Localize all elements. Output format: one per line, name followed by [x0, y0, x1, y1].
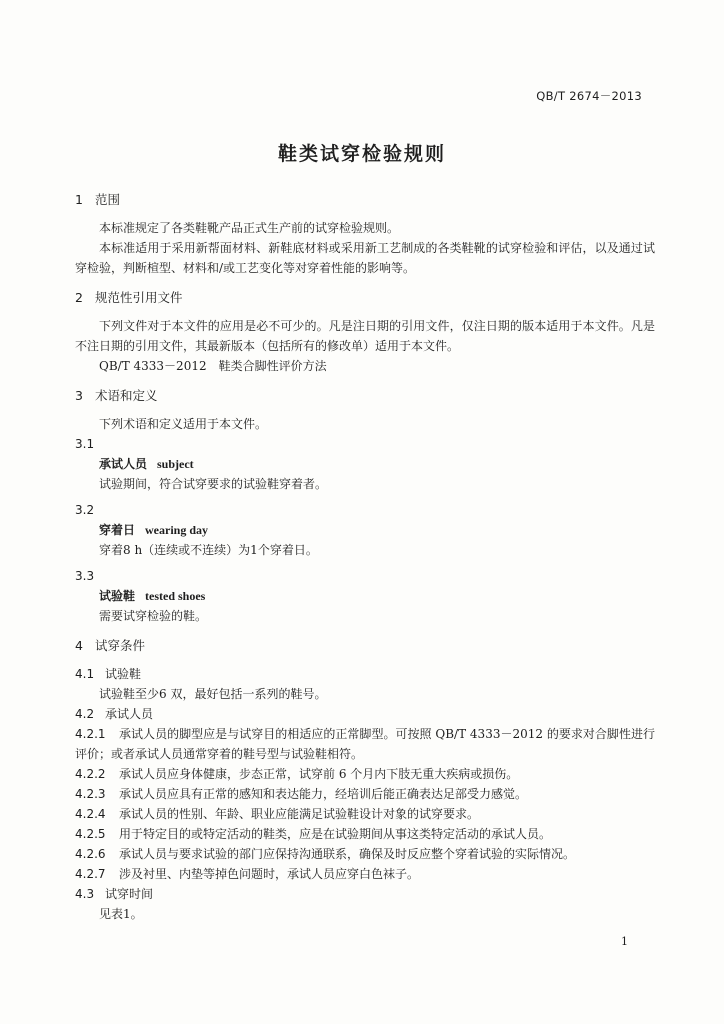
term-number: 3.2	[75, 503, 95, 517]
term-heading: 穿着日 wearing day	[99, 523, 209, 537]
sub-clause-text: 承试人员与要求试验的部门应保持沟通联系，确保及时反应整个穿着试验的实际情况。	[119, 847, 576, 861]
sub-clause-number: 4.2.2	[75, 767, 106, 781]
term-definition: 需要试穿检验的鞋。	[99, 609, 208, 623]
paragraph: 本标准规定了各类鞋靴产品正式生产前的试穿检验规则。	[99, 221, 400, 235]
normative-reference: QB/T 4333－2012 鞋类合脚性评价方法	[99, 359, 327, 373]
clause-heading: 4.1 试验鞋	[75, 667, 142, 681]
sub-clause-text: 用于特定目的或特定活动的鞋类，应是在试验期间从事这类特定活动的承试人员。	[119, 827, 552, 841]
paragraph: 见表1。	[99, 907, 143, 921]
term-number: 3.1	[75, 437, 95, 451]
paragraph: 本标准适用于采用新帮面材料、新鞋底材料或采用新工艺制成的各类鞋靴的试穿检验和评估，以及通过试穿检验，判断楦型、材料和/或工艺变化等对穿着性能的影响等。	[75, 241, 655, 275]
sub-clause-number: 4.2.5	[75, 827, 106, 841]
sub-clause-number: 4.2.6	[75, 847, 106, 861]
document-body	[75, 188, 655, 924]
sub-clause-number: 4.2.7	[75, 867, 106, 881]
term-heading: 承试人员 subject	[99, 457, 194, 471]
term-heading: 试验鞋 tested shoes	[99, 589, 206, 603]
sub-clause-text: 承试人员应具有正常的感知和表达能力，经培训后能正确表达足部受力感觉。	[119, 787, 528, 801]
sub-clause	[75, 724, 655, 764]
section-heading: 1 范围	[75, 192, 121, 207]
sub-clause	[75, 824, 655, 844]
sub-clause	[75, 864, 655, 884]
paragraph: 试验鞋至少6 双，最好包括一系列的鞋号。	[99, 687, 327, 701]
sub-clause-number: 4.2.4	[75, 807, 106, 821]
clause-list	[75, 724, 655, 884]
sub-clause-number: 4.2.1	[75, 727, 106, 741]
sub-clause	[75, 804, 655, 824]
sub-clause-text: 涉及衬里、内垫等掉色问题时，承试人员应穿白色袜子。	[119, 867, 420, 881]
sub-clause-text: 承试人员应身体健康，步态正常，试穿前 6 个月内下肢无重大疾病或损伤。	[119, 767, 519, 781]
clause-heading: 4.3 试穿时间	[75, 887, 154, 901]
term-definition: 试验期间，符合试穿要求的试验鞋穿着者。	[99, 477, 328, 491]
clause-heading: 4.2 承试人员	[75, 707, 154, 721]
sub-clause-number: 4.2.3	[75, 787, 106, 801]
sub-clause	[75, 844, 655, 864]
standard-code: QB/T 2674－2013	[536, 89, 642, 103]
section-heading: 2 规范性引用文件	[75, 290, 183, 305]
page-title: 鞋类试穿检验规则	[277, 143, 446, 165]
paragraph: 下列术语和定义适用于本文件。	[99, 417, 268, 431]
sub-clause	[75, 784, 655, 804]
term-number: 3.3	[75, 569, 95, 583]
sub-clause	[75, 764, 655, 784]
paragraph: 下列文件对于本文件的应用是必不可少的。凡是注日期的引用文件，仅注日期的版本适用于本文件。凡是不注日期的引用文件，其最新版本（包括所有的修改单）适用于本文件。	[75, 319, 655, 353]
term-definition: 穿着8 h（连续或不连续）为1个穿着日。	[99, 543, 318, 557]
section-heading: 3 术语和定义	[75, 388, 158, 403]
sub-clause-text: 承试人员的性别、年龄、职业应能满足试验鞋设计对象的试穿要求。	[119, 807, 480, 821]
page-number: 1	[621, 934, 628, 948]
sub-clause-text: 承试人员的脚型应是与试穿目的相适应的正常脚型。可按照 QB/T 4333－2012 的要求对合脚性进行评价；或者承试人员通常穿着的鞋号型与试验鞋相符。	[75, 727, 655, 761]
section-heading: 4 试穿条件	[75, 638, 146, 653]
